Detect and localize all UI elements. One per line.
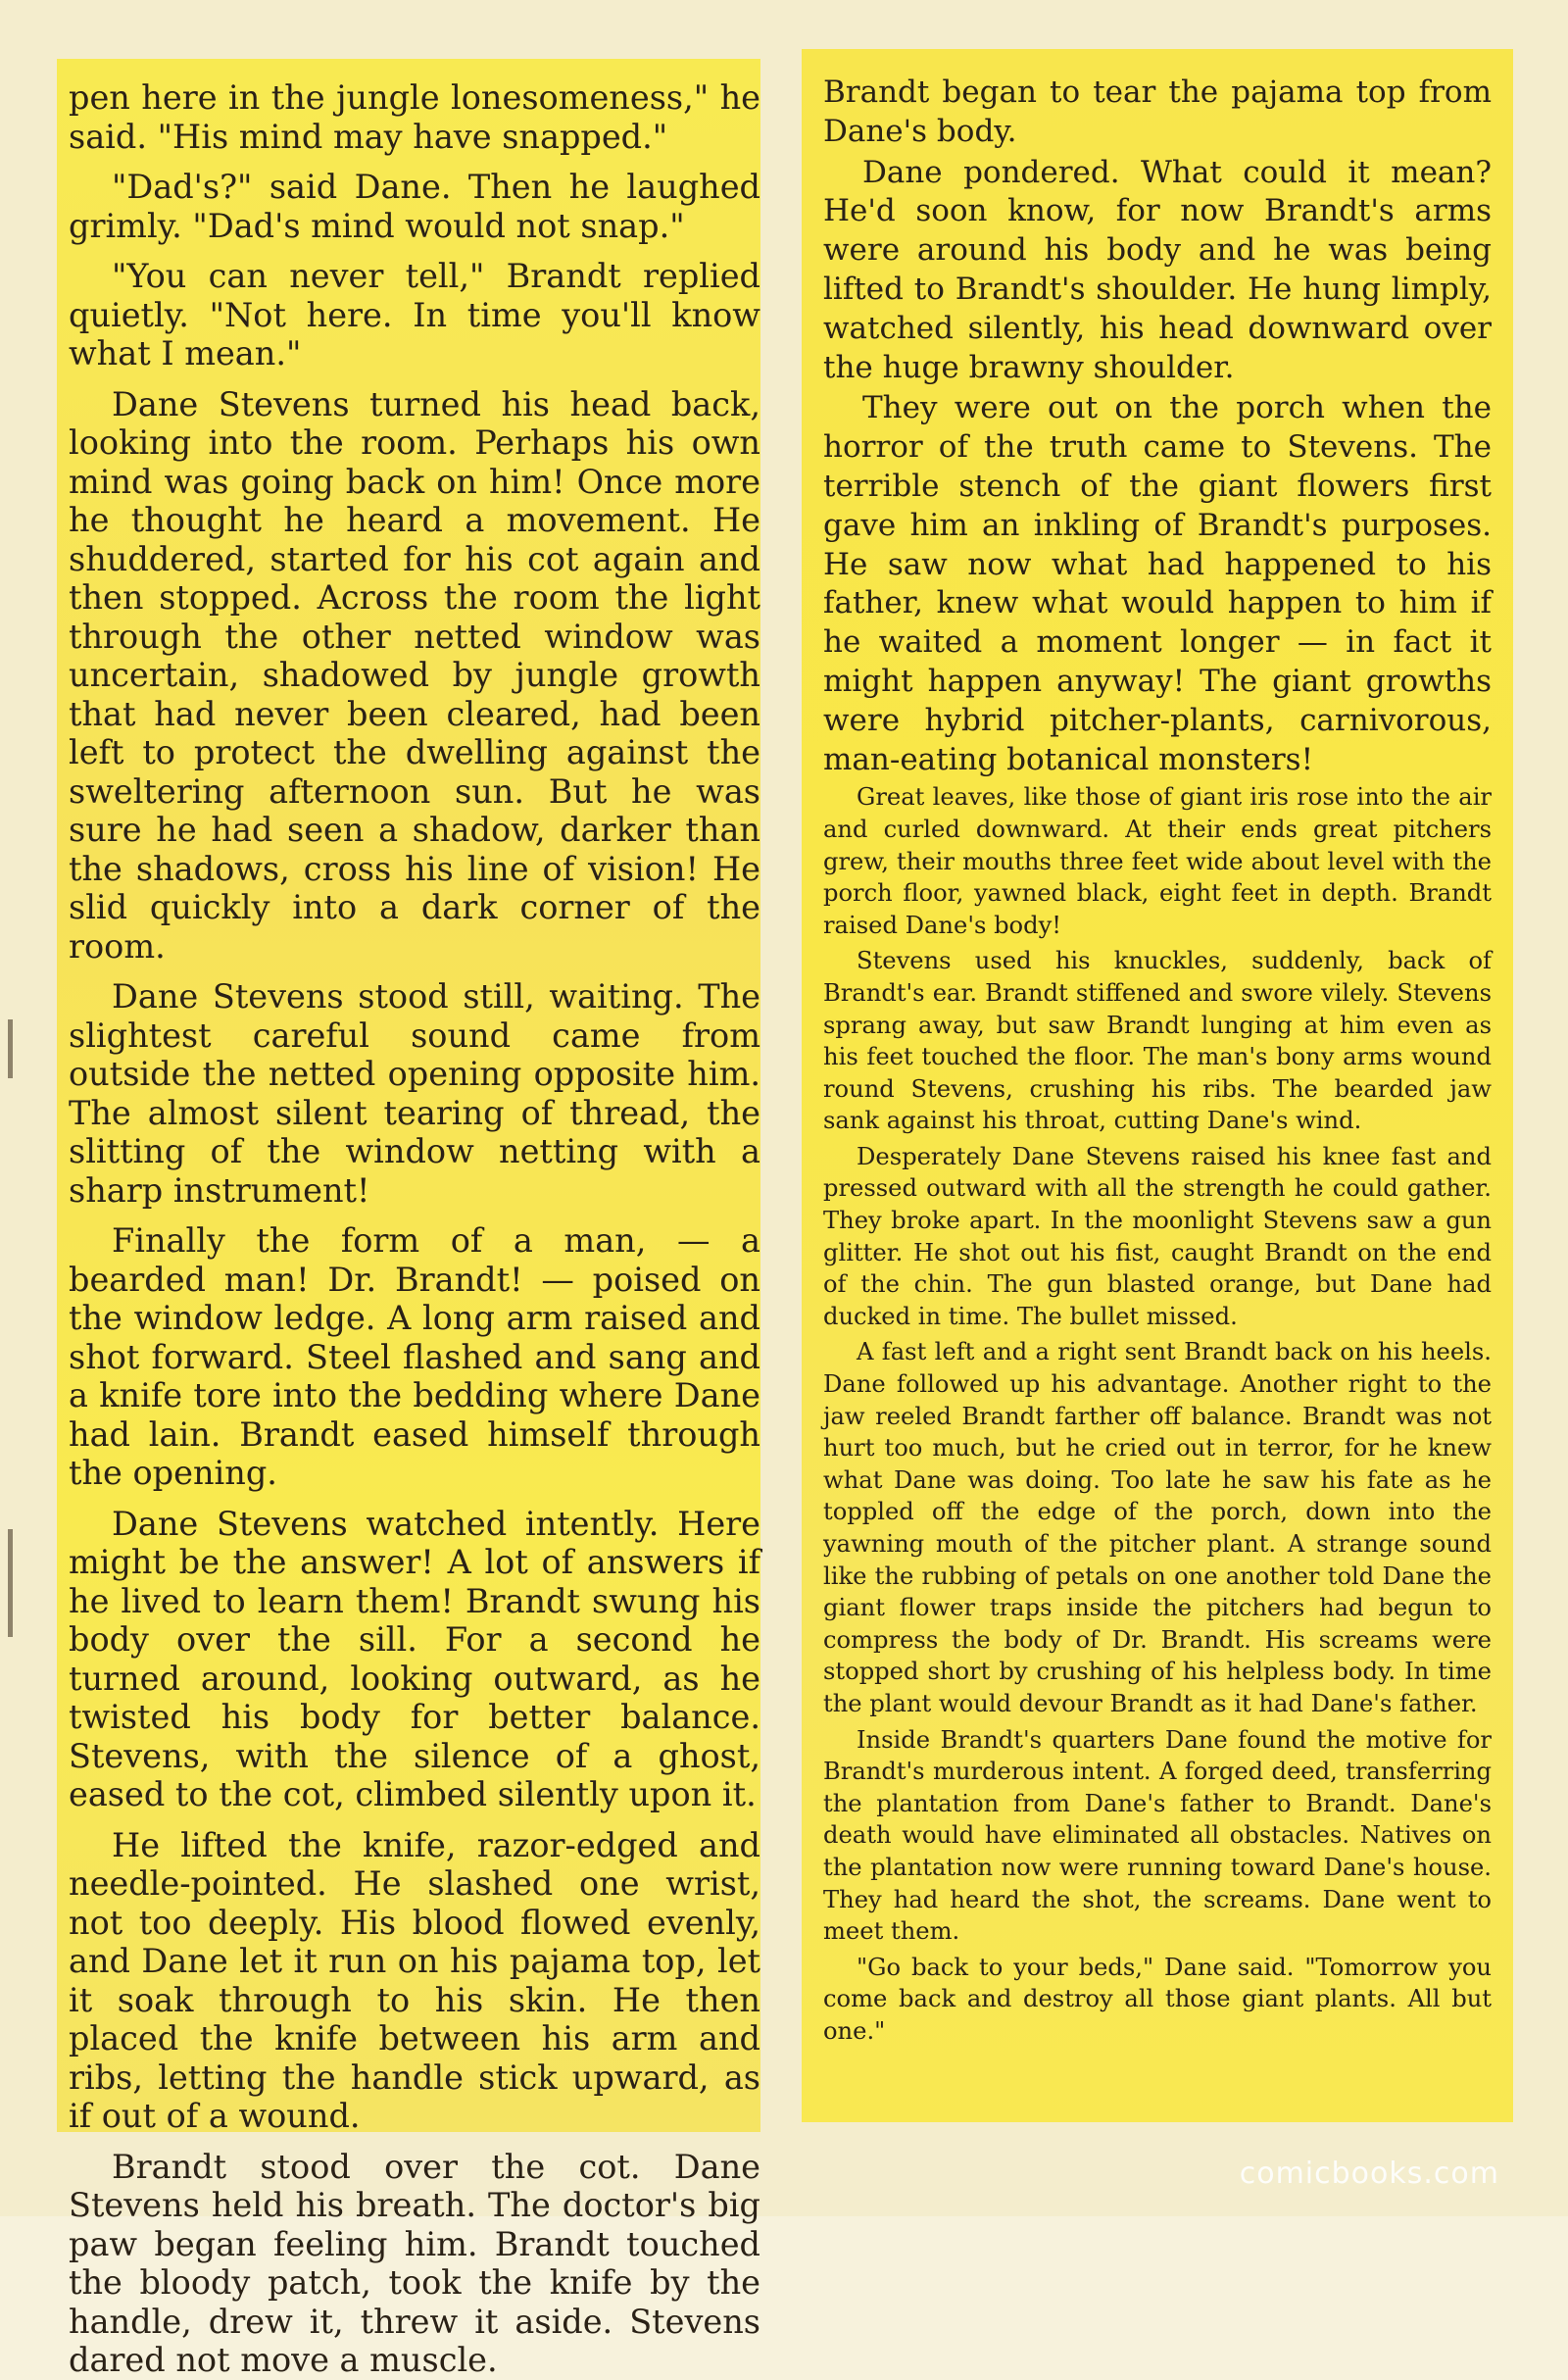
paragraph: "Go back to your beds," Dane said. "Tomorrow you come back and destroy all those giant plants. All but one." xyxy=(823,1953,1492,2045)
paragraph: Dane Stevens stood still, waiting. The slightest careful sound came from outside the netted opening opposite him. The almost silent tearing of thread, the slitting of the window netting with a sharp instrument! xyxy=(69,977,760,1210)
paragraph: Inside Brandt's quarters Dane found the motive for Brandt's murderous intent. A forged deed, transferring the plantation from Dane's father to Brandt. Dane's death would have eliminated all obstacles. Natives on the plantation now were running toward Dane's house. They had heard the shot, the screams. Dane went to meet them. xyxy=(823,1725,1492,1946)
paragraph: Brandt began to tear the pajama top from Dane's body. xyxy=(823,74,1492,149)
paragraph: Dane Stevens turned his head back, looking into the room. Perhaps his own mind was going back on him! Once more he thought he heard a movement. He shuddered, started for his cot again and then stopped. Across the room the light through the other netted window was uncertain, shadowed by jungle growth that had never been cleared, had been left to protect the dwelling against the sweltering afternoon sun. But he was sure he had seen a shadow, darker than the shadows, cross his line of vision! He slid quickly into a dark corner of the room. xyxy=(69,384,760,966)
paragraph: Dane Stevens watched intently. Here might be the answer! A lot of answers if he lived to learn them! Brandt swung his body over the sill. For a second he turned around, looking outward, as he twisted his body for better balance. Stevens, with the silence of a ghost, eased to the cot, climbed silently upon it. xyxy=(69,1504,760,1813)
paragraph: Desperately Dane Stevens raised his knee fast and pressed outward with all the strength he could gather. They broke apart. In the moonlight Stevens saw a gun glitter. He shot out his fist, caught Brandt on the end of the chin. The gun blasted orange, but Dane had ducked in time. The bullet missed. xyxy=(823,1142,1492,1330)
paragraph: Great leaves, like those of giant iris rose into the air and curled downward. At their ends great pitchers grew, their mouths three feet wide about level with the porch floor, yawned black, eight feet in depth. Brandt raised Dane's body! xyxy=(823,783,1492,939)
paragraph: Dane pondered. What could it mean? He'd soon know, for now Brandt's arms were around his body and he was being lifted to Brandt's shoulder. He hung limply, watched silently, his head downward over the huge brawny shoulder. xyxy=(823,154,1492,385)
paragraph: "Dad's?" said Dane. Then he laughed grimly. "Dad's mind would not snap." xyxy=(69,168,760,245)
left-text-column xyxy=(57,59,760,2379)
binding-mark xyxy=(8,1529,13,1637)
paragraph: Finally the form of a man, — a bearded man! Dr. Brandt! — poised on the window ledge. A long arm raised and shot forward. Steel flashed and sang and a knife tore into the bedding where Dane had lain. Brandt eased himself through the opening. xyxy=(69,1221,760,1492)
paragraph: pen here in the jungle lonesomeness," he said. "His mind may have snapped." xyxy=(69,78,760,156)
paragraph: Stevens used his knuckles, suddenly, back of Brandt's ear. Brandt stiffened and swore vilely. Stevens sprang away, but saw Brandt lunging at him even as his feet touched the floor. The man's bony arms wound round Stevens, crushing his ribs. The bearded jaw sank against his throat, cutting Dane's wind. xyxy=(823,947,1492,1135)
right-text-column xyxy=(802,49,1513,2122)
paragraph: He lifted the knife, razor-edged and needle-pointed. He slashed one wrist, not too deeply. His blood flowed evenly, and Dane let it run on his pajama top, let it soak through to his skin. He then placed the knife between his arm and ribs, letting the handle stick upward, as if out of a wound. xyxy=(69,1825,760,2135)
paragraph: They were out on the porch when the horror of the truth came to Stevens. The terrible stench of the giant flowers first gave him an inkling of Brandt's purposes. He saw now what had happened to his father, knew what would happen to him if he waited a moment longer — in fact it might happen anyway! The giant growths were hybrid pitcher-plants, carnivorous, man-eating botanical monsters! xyxy=(823,390,1492,777)
paragraph: A fast left and a right sent Brandt back on his heels. Dane followed up his advantage. Another right to the jaw reeled Brandt farther off balance. Brandt was not hurt too much, but he cried out in terror, for he knew what Dane was doing. Too late he saw his fate as he toppled off the edge of the porch, down into the yawning mouth of the pitcher plant. A strange sound like the rubbing of petals on one another told Dane the giant flower traps inside the pitchers had begun to compress the body of Dr. Brandt. His screams were stopped short by crushing of his helpless body. In time the plant would devour Brandt as it had Dane's father. xyxy=(823,1338,1492,1717)
binding-mark xyxy=(8,1019,13,1078)
paragraph: "You can never tell," Brandt replied quietly. "Not here. In time you'll know what I mean." xyxy=(69,257,760,372)
paragraph: Brandt stood over the cot. Dane Stevens held his breath. The doctor's big paw began feeling him. Brandt touched the bloody patch, took the knife by the handle, drew it, threw it aside. Stevens dared not move a muscle. xyxy=(69,2147,760,2379)
site-watermark: comicbooks.com xyxy=(1239,2157,1499,2191)
